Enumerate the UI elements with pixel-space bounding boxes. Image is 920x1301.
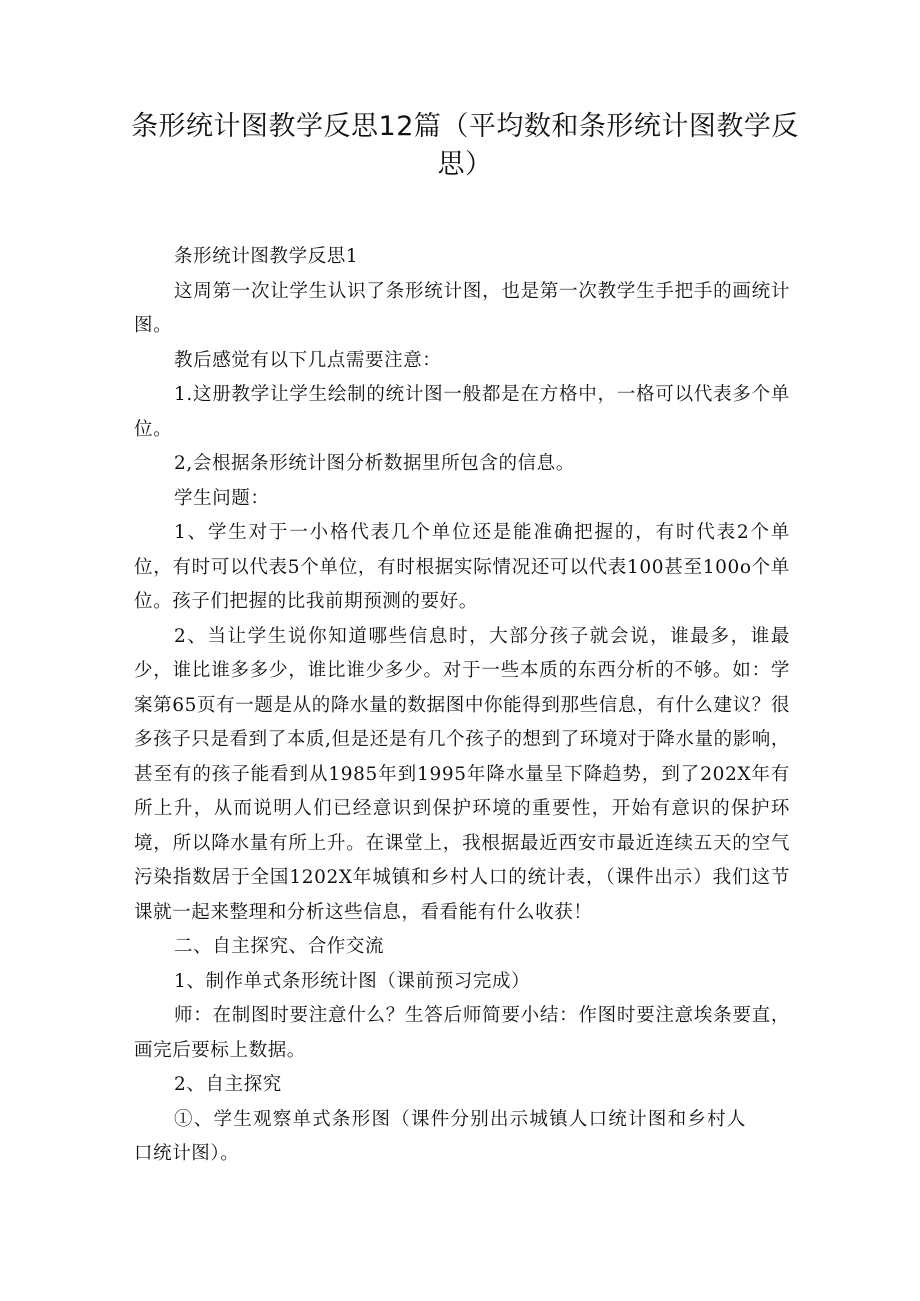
paragraph: 这周第一次让学生认识了条形统计图，也是第一次教学生手把手的画统计图。 — [134, 280, 790, 336]
paragraph: 1.这册教学让学生绘制的统计图一般都是在方格中，一格可以代表多个单位。 — [134, 384, 790, 440]
paragraph: 1、制作单式条形统计图（课前预习完成） — [174, 970, 531, 992]
paragraph: 学生问题： — [174, 487, 270, 509]
paragraph-section-heading: 二、自主探究、合作交流 — [174, 936, 385, 957]
paragraph: ①、学生观察单式条形图（课件分别出示城镇人口统计图和乡村人口统计图）。 — [134, 1108, 746, 1164]
paragraph-section-heading: 条形统计图教学反思1 — [174, 246, 359, 267]
paragraph: 2、当让学生说你知道哪些信息时，大部分孩子就会说，谁最多，谁最少，谁比谁多多少，谁比谁少多少。对于一些本质的东西分析的不够。如：学案第65页有一题是从的降水量的数据图中你能得到那些信息，有什么建议？很多孩子只是看到了本质,但是还是有几个孩子的想到了环境对于降水量的影响，甚至有的孩子能看到从1985年到1995年降水量呈下降趋势，到了202X年有所上升，从而说明人们已经意识到保护环境的重要性，开始有意识的保护环境，所以降水量有所上升。在课堂上，我根据最近西安市最近连续五天的空气污染指数居于全国1202X年城镇和乡村人口的统计表，（课件出示）我们这节课就一起来整理和分析这些信息，看看能有什么收获！ — [134, 625, 790, 923]
paragraph: 2、自主探究 — [174, 1074, 282, 1095]
paragraph: 2,会根据条形统计图分析数据里所包含的信息。 — [174, 453, 575, 474]
document-title: 条形统计图教学反思12篇（平均数和条形统计图教学反思） — [131, 111, 799, 180]
paragraph: 教后感觉有以下几点需要注意： — [174, 349, 442, 371]
document-body — [134, 240, 790, 1172]
paragraph: 1、学生对于一小格代表几个单位还是能准确把握的，有时代表2个单位，有时可以代表5个单位，有时根据实际情况还可以代表100甚至100o个单位。孩子们把握的比我前期预测的要好。 — [134, 522, 790, 612]
paragraph: 师：在制图时要注意什么？生答后师简要小结：作图时要注意埃条要直，画完后要标上数据。 — [134, 1005, 790, 1061]
